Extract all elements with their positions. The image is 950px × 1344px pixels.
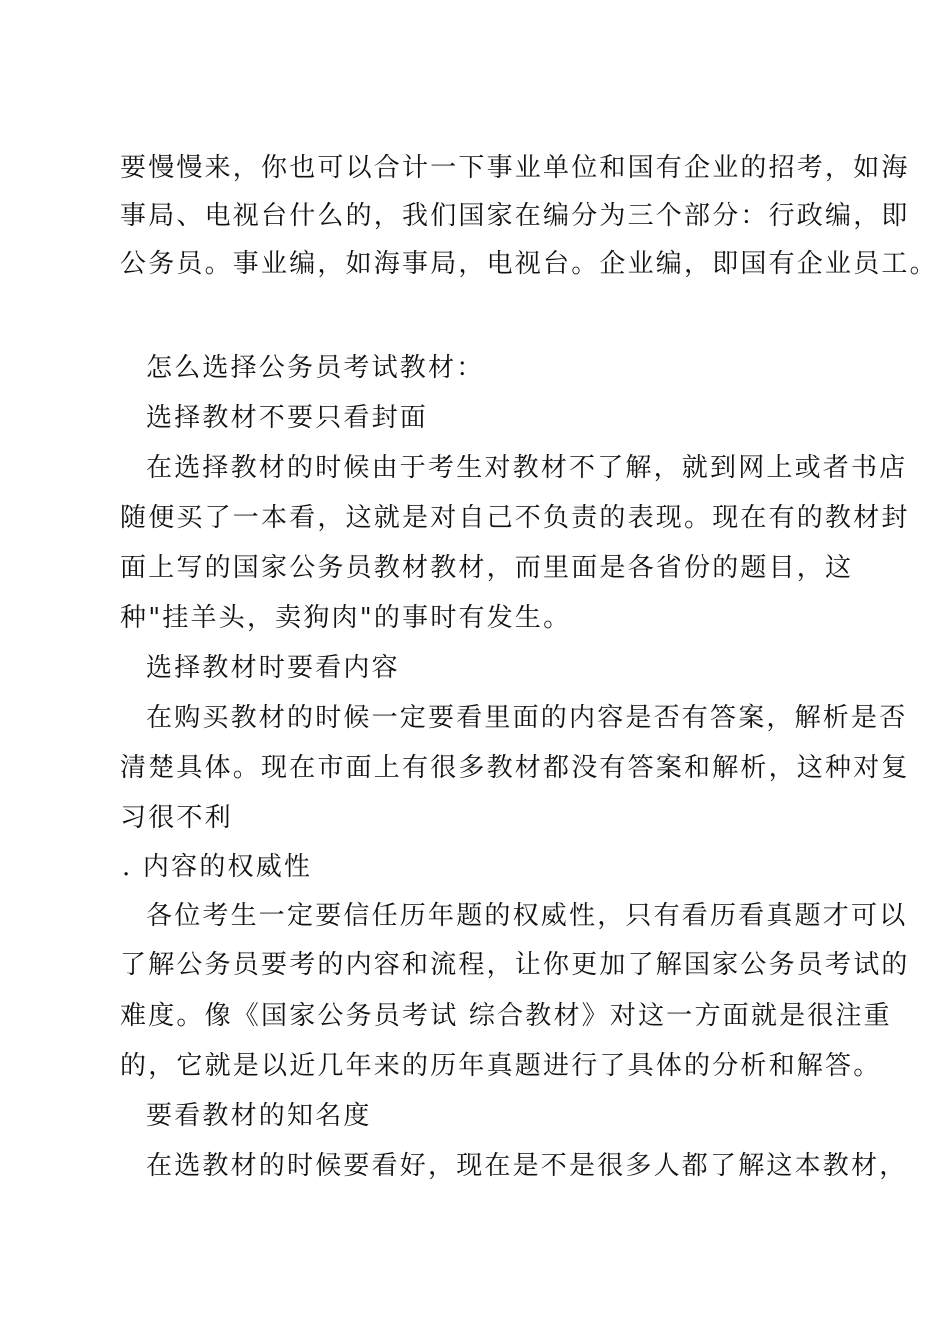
paragraph-line: 清楚具体。现在市面上有很多教材都没有答案和解析，这种对复 <box>120 753 910 783</box>
paragraph-line: 面上写的国家公务员教材教材，而里面是各省份的题目，这 <box>120 553 854 583</box>
paragraph-line: 在购买教材的时候一定要看里面的内容是否有答案，解析是否 <box>146 703 908 733</box>
paragraph-line: 各位考生一定要信任历年题的权威性，只有看历看真题才可以 <box>146 901 908 931</box>
paragraph-line: 在选择教材的时候由于考生对教材不了解，就到网上或者书店 <box>146 453 908 483</box>
paragraph-line: 习很不利 <box>120 803 233 833</box>
paragraph-line: 的，它就是以近几年来的历年真题进行了具体的分析和解答。 <box>120 1051 882 1081</box>
subheading: . 内容的权威性 <box>122 852 313 882</box>
paragraph-line: 了解公务员要考的内容和流程，让你更加了解国家公务员考试的 <box>120 950 910 980</box>
paragraph-line: 要慢慢来，你也可以合计一下事业单位和国有企业的招考，如海 <box>120 153 910 183</box>
paragraph-line: 难度。像《国家公务员考试 综合教材》对这一方面就是很注重 <box>120 1001 892 1031</box>
subheading: 要看教材的知名度 <box>146 1101 372 1131</box>
section-heading: 怎么选择公务员考试教材： <box>146 353 485 383</box>
paragraph-line: 公务员。事业编，如海事局，电视台。企业编，即国有企业员工。 <box>120 249 938 279</box>
subheading: 选择教材时要看内容 <box>146 653 400 683</box>
subheading: 选择教材不要只看封面 <box>146 403 429 433</box>
paragraph-line: 在选教材的时候要看好，现在是不是很多人都了解这本教材， <box>146 1151 908 1181</box>
paragraph-line: 种"挂羊头，卖狗肉"的事时有发生。 <box>120 603 572 633</box>
paragraph-line: 事局、电视台什么的，我们国家在编分为三个部分：行政编，即 <box>120 201 910 231</box>
paragraph-line: 随便买了一本看，这就是对自己不负责的表现。现在有的教材封 <box>120 503 910 533</box>
